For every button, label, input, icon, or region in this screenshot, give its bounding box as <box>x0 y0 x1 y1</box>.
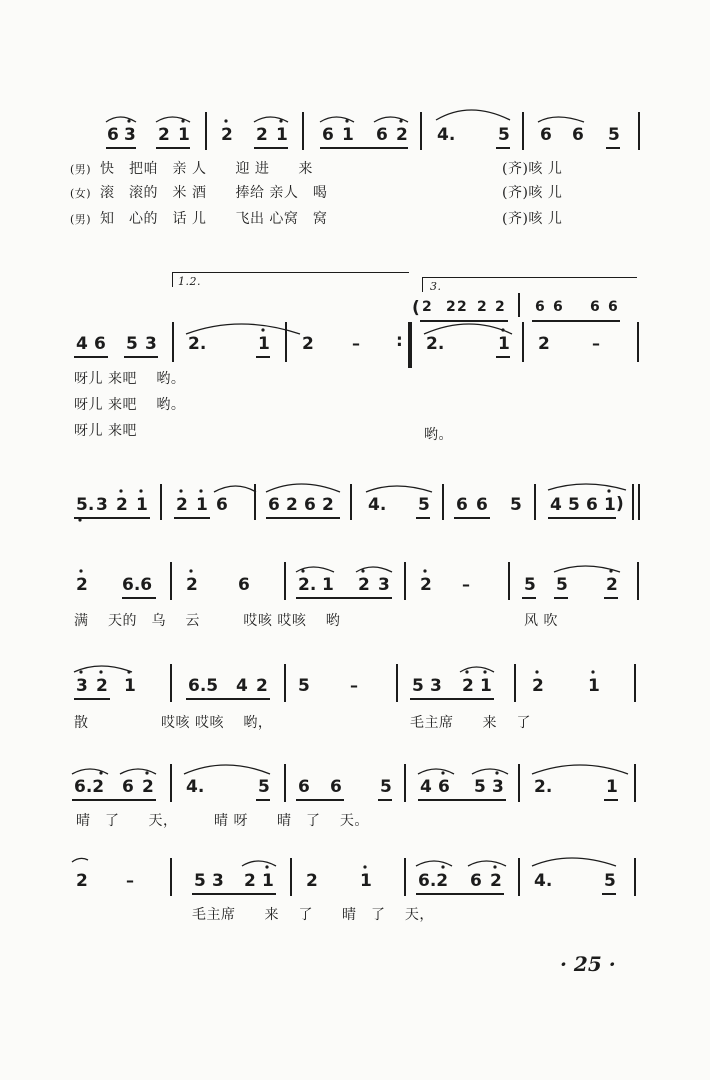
octave-dot <box>279 119 282 122</box>
note: 4. <box>534 871 553 891</box>
volta-label: 3. <box>430 280 442 293</box>
note: 4 <box>550 495 562 515</box>
note: 3 <box>212 871 224 891</box>
octave-dot <box>535 670 538 673</box>
slur <box>296 567 334 572</box>
lyric-line: 晴 了 天， 晴 呀 晴 了 天。 <box>76 813 369 829</box>
note: 6 <box>540 125 552 145</box>
lyric-line: 毛主席 来 了 晴 了 天， <box>192 907 434 923</box>
note: 2 <box>302 334 314 354</box>
barline <box>518 858 520 896</box>
note: 4. <box>186 777 205 797</box>
note: 1 <box>606 777 618 797</box>
lyric-line: 滚 滚的 米 酒 捧给 亲人 喝 <box>100 185 328 201</box>
note: 6 <box>470 871 482 891</box>
slur <box>366 486 432 492</box>
barline <box>172 322 174 362</box>
note: 2 <box>420 575 432 595</box>
slur <box>532 858 616 866</box>
note: 1 <box>498 334 510 354</box>
note: 5 <box>194 871 206 891</box>
note: 2 <box>256 676 268 696</box>
note: 3 <box>124 125 136 145</box>
note: 6 <box>376 125 388 145</box>
note: 6 <box>238 575 250 595</box>
lyric-role: (男) <box>70 163 92 176</box>
lyric-line: 呀儿 来吧 哟。 <box>74 371 186 387</box>
note: 3 <box>76 676 88 696</box>
note: 2 <box>322 495 334 515</box>
note: 3 <box>96 495 108 515</box>
octave-dot <box>79 670 82 673</box>
sustain-dash: – <box>126 871 134 890</box>
slur <box>424 324 512 334</box>
octave-dot <box>189 569 192 572</box>
note: 2 <box>286 495 298 515</box>
note: 3 <box>430 676 442 696</box>
note: 2 <box>176 495 188 515</box>
note: 6.6 <box>122 575 153 595</box>
slur <box>320 117 354 122</box>
note: 4. <box>368 495 387 515</box>
note: 4 <box>236 676 248 696</box>
lyric-line: 知 心的 话 儿 飞出 心窝 窝 <box>100 211 328 227</box>
note: 3 <box>378 575 390 595</box>
octave-dot <box>591 670 594 673</box>
sustain-dash: – <box>352 334 360 353</box>
volta-label: 1.2. <box>178 275 201 288</box>
note: 6.2 <box>74 777 105 797</box>
octave-dot <box>265 865 268 868</box>
upper-note: 2 <box>422 299 432 315</box>
upper-note: 2 <box>495 299 505 315</box>
barline <box>284 562 286 600</box>
note: 5 <box>380 777 392 797</box>
slur <box>72 769 108 774</box>
note: 2 <box>538 334 550 354</box>
note: 5 <box>510 495 522 515</box>
barline <box>420 112 422 150</box>
slur <box>254 117 288 122</box>
note: 6 <box>322 125 334 145</box>
note: 5 <box>126 334 138 354</box>
note: 6 <box>268 495 280 515</box>
barline <box>637 322 639 362</box>
upper-note: 2 <box>446 299 456 315</box>
note: 2 <box>244 871 256 891</box>
note: 6 <box>330 777 342 797</box>
slur <box>374 117 408 122</box>
lyric-line: 呀儿 来吧 哟。 <box>74 397 186 413</box>
barline <box>514 664 516 702</box>
note: 2. <box>298 575 317 595</box>
note: 2 <box>76 871 88 891</box>
octave-dot <box>483 670 486 673</box>
lyric-tail: (齐)咳 儿 <box>502 161 563 177</box>
octave-dot <box>78 518 81 521</box>
octave-dot <box>423 569 426 572</box>
barline <box>522 112 524 150</box>
slur <box>472 769 508 774</box>
note: 6 <box>572 125 584 145</box>
octave-dot <box>441 771 444 774</box>
barline <box>170 664 172 702</box>
octave-dot <box>363 865 366 868</box>
note: 5 <box>524 575 536 595</box>
barline <box>632 484 634 520</box>
note: 2 <box>606 575 618 595</box>
barline <box>284 764 286 802</box>
slur <box>548 484 626 490</box>
volta-bracket-2 <box>422 277 637 292</box>
note: 5 <box>604 871 616 891</box>
slur <box>72 858 88 862</box>
slur <box>538 117 584 122</box>
barline <box>442 484 444 520</box>
note: 6 <box>107 125 119 145</box>
note: 5 <box>474 777 486 797</box>
octave-dot <box>127 119 130 122</box>
note: 6 <box>438 777 450 797</box>
slur <box>554 566 620 572</box>
lyric-line: 快 把咱 亲 人 迎 进 来 <box>100 161 313 177</box>
barline <box>637 562 639 600</box>
note: 1 <box>136 495 148 515</box>
note: 1 <box>124 676 136 696</box>
note: 2 <box>96 676 108 696</box>
octave-dot <box>99 771 102 774</box>
lyric-end: 毛主席 来 了 <box>410 715 531 731</box>
upper-note: 6 <box>590 299 600 315</box>
note: 6 <box>298 777 310 797</box>
octave-dot <box>495 771 498 774</box>
barline <box>404 764 406 802</box>
barline <box>254 484 256 520</box>
upper-note: 2 <box>477 299 487 315</box>
lyric-tail: (齐)咳 儿 <box>502 211 563 227</box>
octave-dot <box>501 328 504 331</box>
note: 2 <box>396 125 408 145</box>
note: 1 <box>258 334 270 354</box>
barline <box>634 858 636 896</box>
note: 6 <box>304 495 316 515</box>
lyric-end: 风 吹 <box>524 613 558 629</box>
barline <box>638 484 640 520</box>
barline <box>284 664 286 702</box>
octave-dot <box>609 569 612 572</box>
note: 1 <box>480 676 492 696</box>
lyric-line: 呀儿 来吧 <box>74 423 137 439</box>
paren: ) <box>616 494 624 514</box>
slur <box>356 567 392 572</box>
barline <box>160 484 162 520</box>
note: 5 <box>568 495 580 515</box>
barline <box>350 484 352 520</box>
note: 1 <box>196 495 208 515</box>
note: 2 <box>221 125 233 145</box>
octave-dot <box>179 489 182 492</box>
slur <box>460 667 494 672</box>
octave-dot <box>441 865 444 868</box>
barline <box>404 562 406 600</box>
barline <box>518 293 520 317</box>
upper-paren: ( <box>412 298 420 318</box>
barline <box>290 858 292 896</box>
slur <box>186 324 300 334</box>
note: 1 <box>342 125 354 145</box>
note: 2 <box>462 676 474 696</box>
slur <box>74 666 132 672</box>
octave-dot <box>79 569 82 572</box>
note: 4 <box>420 777 432 797</box>
octave-dot <box>119 489 122 492</box>
octave-dot <box>607 489 610 492</box>
sustain-dash: – <box>592 334 600 353</box>
note: 2 <box>116 495 128 515</box>
note: 2 <box>490 871 502 891</box>
slur <box>106 117 136 122</box>
barline <box>205 112 207 150</box>
barline <box>170 562 172 600</box>
note: 6.2 <box>418 871 449 891</box>
note: 6.5 <box>188 676 219 696</box>
octave-dot <box>145 771 148 774</box>
note: 5 <box>608 125 620 145</box>
note: 5 <box>498 125 510 145</box>
octave-dot <box>199 489 202 492</box>
note: 1 <box>588 676 600 696</box>
note: 6 <box>216 495 228 515</box>
lyric-role: (女) <box>70 187 92 200</box>
note: 4 <box>76 334 88 354</box>
lyric-end: 哟。 <box>424 427 453 443</box>
note: 1 <box>360 871 372 891</box>
note: 5. <box>76 495 95 515</box>
upper-note: 6 <box>608 299 618 315</box>
note: 1 <box>276 125 288 145</box>
sustain-dash: – <box>462 575 470 594</box>
octave-dot <box>399 119 402 122</box>
octave-dot <box>361 569 364 572</box>
note: 2. <box>426 334 445 354</box>
note: 6 <box>586 495 598 515</box>
note: 3 <box>492 777 504 797</box>
note: 2 <box>532 676 544 696</box>
upper-note: 2 <box>457 299 467 315</box>
slur <box>184 765 270 774</box>
slur <box>214 486 256 492</box>
repeat-dots: : <box>396 331 403 351</box>
note: 1 <box>604 495 616 515</box>
barline <box>170 858 172 896</box>
octave-dot <box>224 119 227 122</box>
slur <box>266 484 340 492</box>
slur <box>468 861 506 866</box>
note: 6 <box>456 495 468 515</box>
slur <box>156 117 190 122</box>
note: 2 <box>358 575 370 595</box>
slur <box>242 861 276 866</box>
slur <box>416 861 452 866</box>
lyric-tail: (齐)咳 儿 <box>502 185 563 201</box>
note: 2 <box>306 871 318 891</box>
barline <box>302 112 304 150</box>
octave-dot <box>345 119 348 122</box>
note: 2. <box>534 777 553 797</box>
octave-dot <box>127 670 130 673</box>
lyric-line: 散 哎咳 哎咳 哟， <box>74 715 273 731</box>
note: 6 <box>94 334 106 354</box>
slur <box>120 769 156 774</box>
barline <box>396 664 398 702</box>
barline <box>522 322 524 362</box>
note: 2 <box>186 575 198 595</box>
octave-dot <box>465 670 468 673</box>
note: 1 <box>178 125 190 145</box>
note: 5 <box>258 777 270 797</box>
barline <box>285 322 287 362</box>
note: 5 <box>412 676 424 696</box>
sustain-dash: – <box>350 676 358 695</box>
note: 4. <box>437 125 456 145</box>
barline <box>518 764 520 802</box>
barline <box>508 562 510 600</box>
barline <box>634 664 636 702</box>
note: 5 <box>418 495 430 515</box>
note: 6 <box>122 777 134 797</box>
barline <box>404 858 406 896</box>
page-number: · 25 · <box>560 952 616 976</box>
note: 5 <box>556 575 568 595</box>
note: 2 <box>256 125 268 145</box>
volta-bracket-1 <box>172 272 409 287</box>
octave-dot <box>181 119 184 122</box>
slur <box>418 769 454 774</box>
barline <box>170 764 172 802</box>
barline <box>534 484 536 520</box>
note: 1 <box>322 575 334 595</box>
note: 6 <box>476 495 488 515</box>
barline <box>634 764 636 802</box>
note: 5 <box>298 676 310 696</box>
octave-dot <box>139 489 142 492</box>
upper-note: 6 <box>553 299 563 315</box>
octave-dot <box>261 328 264 331</box>
note: 2 <box>76 575 88 595</box>
octave-dot <box>301 569 304 572</box>
note: 2 <box>142 777 154 797</box>
slur <box>436 110 510 120</box>
note: 2 <box>158 125 170 145</box>
repeat-barline <box>408 322 412 368</box>
upper-note: 6 <box>535 299 545 315</box>
note: 3 <box>145 334 157 354</box>
lyric-role: (男) <box>70 213 92 226</box>
lyric-line: 满 天的 乌 云 哎咳 哎咳 哟 <box>74 613 341 629</box>
barline <box>638 112 640 150</box>
slur <box>532 765 628 774</box>
note: 2. <box>188 334 207 354</box>
octave-dot <box>99 670 102 673</box>
octave-dot <box>493 865 496 868</box>
note: 1 <box>262 871 274 891</box>
